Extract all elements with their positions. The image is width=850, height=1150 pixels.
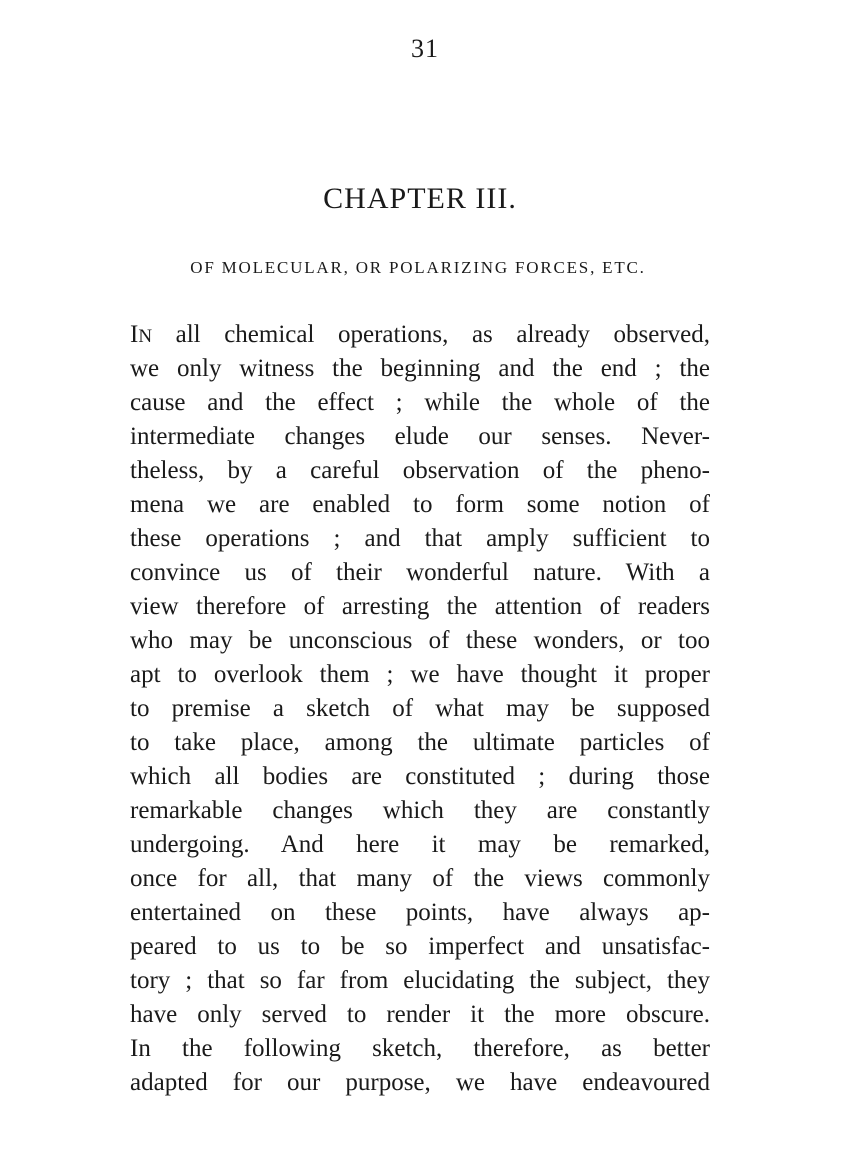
body-line: view therefore of arresting the attention of readers xyxy=(130,593,710,620)
opening-word xyxy=(130,321,152,348)
body-line: convince us of their wonderful nature. With a xyxy=(130,559,710,586)
chapter-title: CHAPTER III. xyxy=(323,182,517,215)
body-line: to premise a sketch of what may be supposed xyxy=(130,695,710,722)
body-line: have only served to render it the more obscure. xyxy=(130,1001,710,1028)
body-line: remarkable changes which they are constantly xyxy=(130,797,710,824)
body-line: intermediate changes elude our senses. Never- xyxy=(130,423,710,450)
body-line: which all bodies are constituted ; during those xyxy=(130,763,710,790)
body-line xyxy=(130,318,710,352)
body-text xyxy=(130,318,710,1100)
body-line: peared to us to be so imperfect and unsatisfac- xyxy=(130,933,710,960)
body-line: undergoing. And here it may be remarked, xyxy=(130,831,710,858)
opening-capital: I xyxy=(130,321,139,348)
body-line: cause and the effect ; while the whole of the xyxy=(130,389,710,416)
body-line: entertained on these points, have always ap- xyxy=(130,899,710,926)
body-line: who may be unconscious of these wonders, or too xyxy=(130,627,710,654)
body-line: In the following sketch, therefore, as better xyxy=(130,1035,710,1062)
body-line: mena we are enabled to form some notion of xyxy=(130,491,710,518)
body-line: adapted for our purpose, we have endeavoured xyxy=(130,1069,710,1096)
body-line: tory ; that so far from elucidating the subject, they xyxy=(130,967,710,994)
opening-small-caps: N xyxy=(138,326,153,347)
body-line: we only witness the beginning and the end ; the xyxy=(130,355,710,382)
body-line: to take place, among the ultimate particles of xyxy=(130,729,710,756)
chapter-subtitle: OF MOLECULAR, OR POLARIZING FORCES, ETC. xyxy=(190,258,646,277)
page-number: 31 xyxy=(411,34,439,63)
body-line: these operations ; and that amply sufficient to xyxy=(130,525,710,552)
body-line-text: all chemical operations, as already observed, xyxy=(152,321,710,348)
body-line: once for all, that many of the views commonly xyxy=(130,865,710,892)
body-line: apt to overlook them ; we have thought it proper xyxy=(130,661,710,688)
body-line: theless, by a careful observation of the pheno- xyxy=(130,457,710,484)
